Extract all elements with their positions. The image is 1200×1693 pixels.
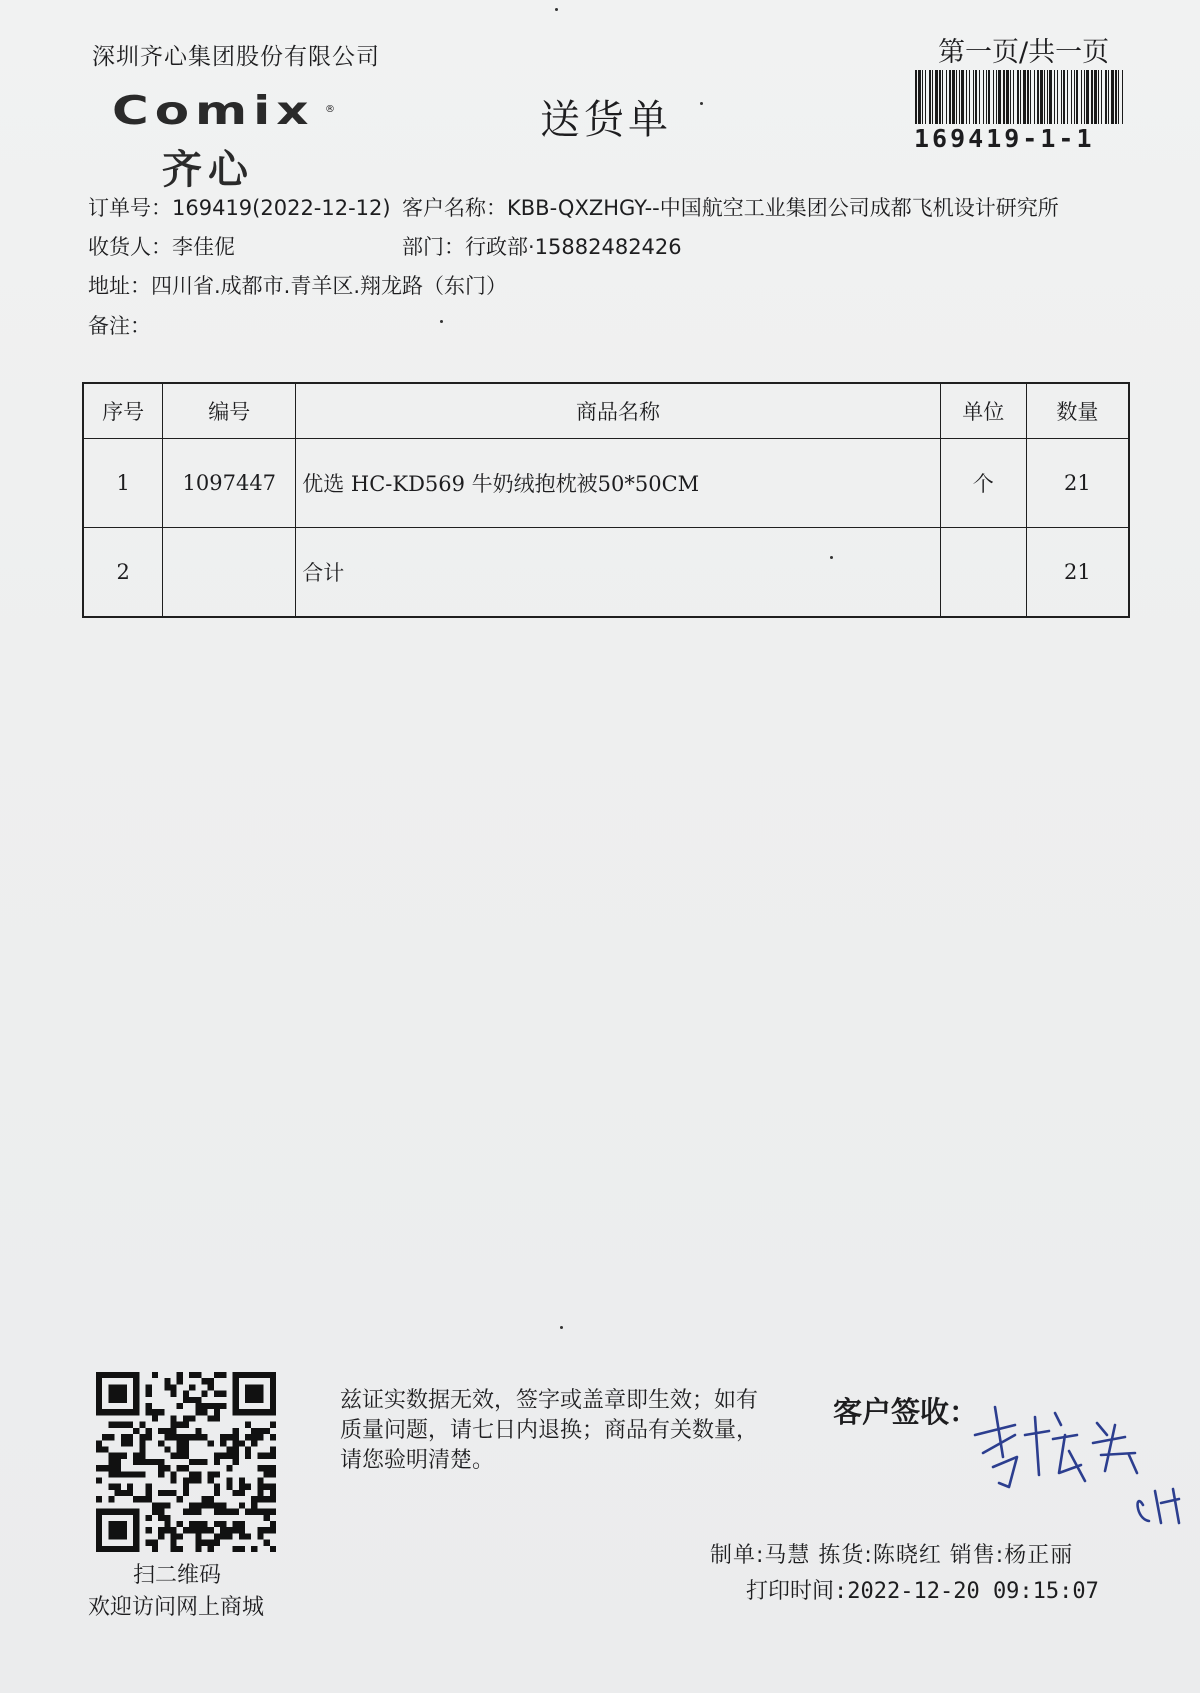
table-header-row [83, 383, 1129, 439]
cell-product: 合计 [296, 528, 941, 618]
notice-text: 兹证实数据无效，签字或盖章即生效；如有质量问题，请七日内退换；商品有关数量，请您验明清楚。 [340, 1388, 759, 1473]
cell-unit [940, 528, 1026, 618]
paper-speck [440, 320, 443, 323]
header-qty: 数量 [1026, 383, 1129, 439]
page-indicator: 第一页/共一页 [938, 37, 1110, 68]
barcode-number: 169419-1-1 [914, 124, 1095, 153]
paper-speck [555, 8, 558, 11]
header-unit: 单位 [940, 383, 1026, 439]
company-name: 深圳齐心集团股份有限公司 [92, 44, 380, 70]
print-time: 打印时间:2022-12-20 09:15:07 [746, 1579, 1099, 1604]
table-row [83, 528, 1129, 618]
cell-code: 1097447 [163, 439, 296, 528]
items-table [82, 382, 1130, 618]
header-product: 商品名称 [296, 383, 941, 439]
cell-qty: 21 [1026, 439, 1129, 528]
qr-caption-scan: 扫二维码 [133, 1563, 222, 1588]
document-title: 送货单 [540, 97, 672, 143]
qr-caption-mall: 欢迎访问网上商城 [88, 1595, 265, 1620]
comix-logo-chinese: 齐心 [162, 147, 254, 193]
cell-unit: 个 [940, 439, 1026, 528]
receiver-name: 收货人：李佳伲 [88, 235, 235, 259]
header-seq: 序号 [83, 383, 163, 439]
paper-speck [700, 102, 703, 105]
cell-product: 优选 HC-KD569 牛奶绒抱枕被50*50CM [296, 439, 941, 528]
header-code: 编号 [163, 383, 296, 439]
paper-speck [560, 1326, 563, 1329]
customer-signature-label: 客户签收： [833, 1395, 979, 1429]
qr-code-icon [96, 1372, 276, 1552]
cell-seq: 1 [83, 439, 163, 528]
cell-qty: 21 [1026, 528, 1129, 618]
cell-code [163, 528, 296, 618]
barcode-icon [915, 70, 1125, 124]
remarks: 备注： [88, 314, 151, 338]
order-number: 订单号：169419(2022-12-12) [88, 196, 391, 220]
cell-seq: 2 [83, 528, 163, 618]
paper-speck [830, 556, 833, 559]
department: 部门：行政部·15882482426 [402, 235, 682, 259]
staff-info: 制单:马慧 拣货:陈晓红 销售:杨正丽 [710, 1543, 1074, 1568]
comix-logo-text: Comix [112, 88, 315, 134]
handwritten-signature [965, 1395, 1190, 1535]
table-row [83, 439, 1129, 528]
address: 地址：四川省.成都市.青羊区.翔龙路（东门） [88, 274, 508, 298]
registered-mark: ® [325, 104, 335, 115]
customer-name: 客户名称：KBB-QXZHGY--中国航空工业集团公司成都飞机设计研究所 [402, 196, 1059, 220]
